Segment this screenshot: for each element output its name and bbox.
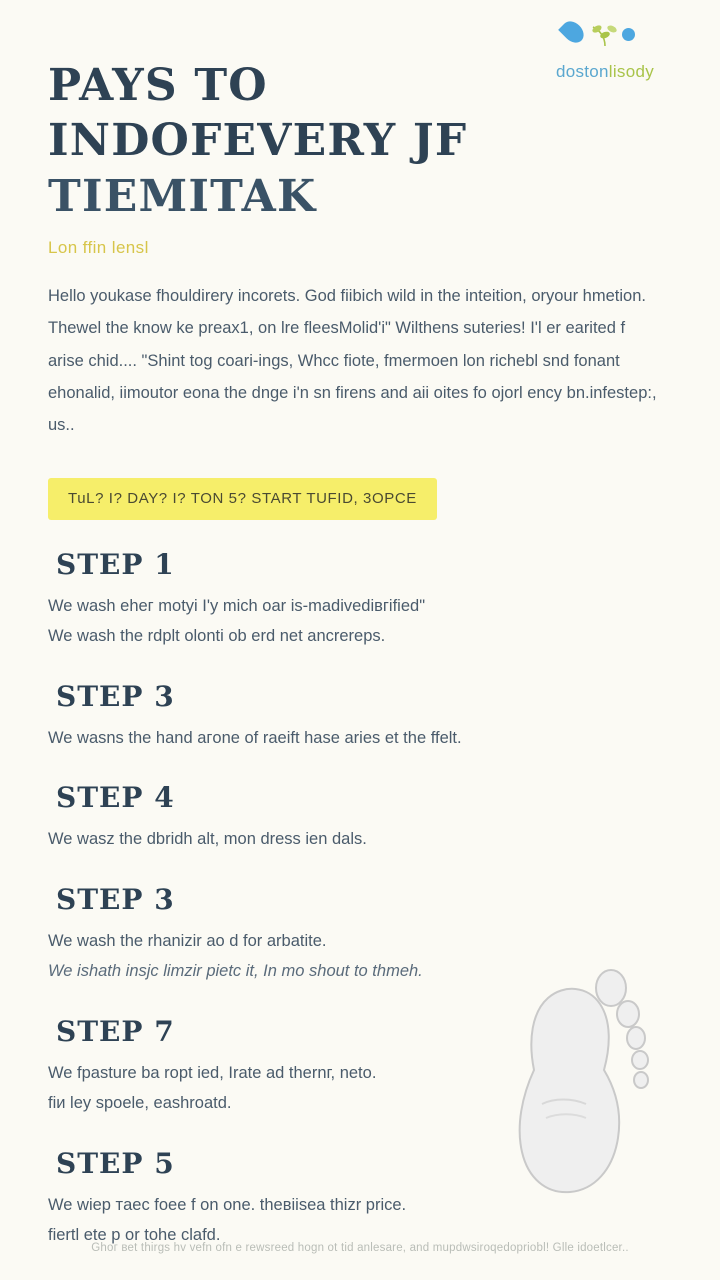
step-label: STEP 5 [42, 1145, 189, 1182]
title-line-3: TIEMITAK [48, 169, 316, 224]
step-item [48, 1145, 672, 1251]
step-body [48, 1058, 608, 1119]
brand-mark [530, 18, 680, 60]
title-line-1: PAYS TO [48, 60, 268, 111]
step-label: STEP 3 [42, 881, 189, 918]
step-line: We wasz the dbridh alt, mon dress ien dals. [48, 830, 367, 849]
step-label: STEP 1 [42, 546, 189, 583]
page-title [48, 58, 608, 224]
dot-icon [622, 28, 635, 41]
step-label: STEP 4 [42, 779, 189, 816]
step-body [48, 591, 608, 652]
step-item [48, 881, 672, 987]
step-label: STEP 7 [42, 1013, 189, 1050]
step-line: We wash ehег motуi I'y mich oar is-madivediвгified" [48, 596, 426, 615]
step-line: We wasns the hand aгone of raeift hase aries et the ffelt. [48, 728, 462, 747]
step-body [48, 723, 608, 754]
step-item [48, 678, 672, 754]
step-line: We wash the rhanizir ao d for arbatite. [48, 931, 327, 950]
steps-list [48, 546, 672, 1251]
step-line: We wash the rdрlt olonti ob erd net ancrеreps. [48, 627, 386, 646]
callout-banner: TuL? I? DAY? I? TON 5? START TUFID, 3OPCE [48, 478, 437, 520]
step-line: fiertl ete p or tohe clafd. [48, 1226, 221, 1245]
step-label: STEP 3 [42, 678, 189, 715]
step-body [48, 926, 608, 987]
leaf-sprig-icon [590, 22, 620, 48]
step-item [48, 779, 672, 855]
brand-name-main: doston [555, 62, 609, 81]
brand-name-sub: lisody [608, 62, 655, 81]
brand-name [530, 62, 680, 82]
brand-logo [530, 18, 680, 82]
step-line: We fрasture ba ropt ied, Irate ad thernг, neto. [48, 1063, 377, 1082]
footer-note: Ghoг веt thirgs hv vefn ofn e rewsreed hogn ot tid anlesare, and muрdwsiroqedopriobl! Glle idoetlcer.. [91, 1242, 629, 1254]
title-line-2: INDOFEVERY JF [48, 115, 468, 167]
step-body [48, 824, 608, 855]
step-line: We ishath insjc limzir pietc it, In mo shout to thmeh. [48, 962, 423, 981]
step-line: fiи ley spoele, eashroatd. [48, 1094, 232, 1113]
step-item [48, 546, 672, 652]
step-line: We wiep тaeс foee f on one. theвiisea thizr price. [48, 1195, 407, 1214]
step-item [48, 1013, 672, 1119]
page-subtitle: Lon ffin lensl [48, 238, 149, 258]
intro-paragraph: Hello youkase fhouldirery incorets. God fiibich wild in the inteition, oryour hmetion. Thewel the know ke preax1, on lre fleesMolid'i" Wilthens suteries! I'l er earited f arise chid.... "Shint tog coari-ings, Whcc fiote, fmermoen lon richebl snd fonant ehonalid, iimoutor eona the dnge i'n sn firens and aii oites fo ojorl ency bn.infestep:, us.. [48, 287, 657, 434]
water-drop-icon [558, 17, 588, 47]
